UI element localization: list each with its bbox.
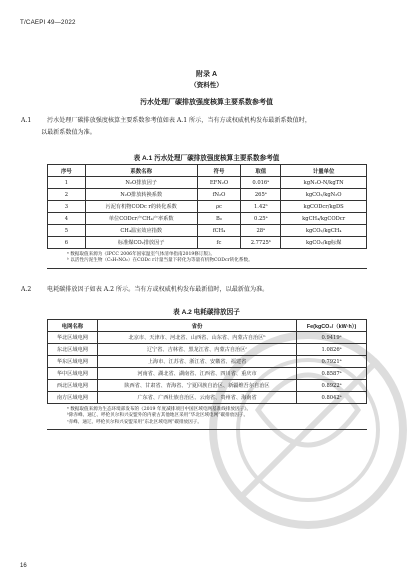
table1-notes (67, 252, 253, 265)
table-row (48, 380, 367, 392)
table-cell: 标准煤CO₂排放因子 (85, 237, 197, 249)
table-cell: EFN₂O (197, 177, 241, 189)
column-header: 序号 (48, 165, 86, 177)
table1-header-row (48, 165, 367, 177)
table-cell: 陕西省、甘肃省、青海省、宁夏回族自治区、新疆维吾尔自治区 (97, 380, 296, 392)
table-cell: 1.42ᵇ (241, 201, 281, 213)
table-cell: 0.016ᵃ (241, 177, 281, 189)
table-cell: kgCO₂/kgN₂O (281, 189, 367, 201)
annex-title: 污水处理厂碳排放强度核算主要系数参考值 (140, 99, 273, 106)
column-header: 符号 (197, 165, 241, 177)
table-row (48, 392, 367, 404)
section-text-cont: 以最新系数值为准。 (41, 128, 96, 136)
table-note: ᶜ赤峰、通辽、呼伦贝尔和兴安盟采用“东北区域电网”碳排放因子。 (67, 419, 202, 425)
table1-title: 表 A.1 污水处理厂碳排放强度核算主要系数参考值 (133, 155, 280, 162)
table-cell: N₂O排放因子 (85, 177, 197, 189)
table-cell: 东北区域电网 (48, 344, 98, 356)
table-cell: 0.7921ᵃ (297, 356, 367, 368)
table-cell: fN₂O (197, 189, 241, 201)
table-row (48, 332, 367, 344)
table-cell: 6 (48, 237, 86, 249)
table-cell: CH₄温室效应指数 (85, 225, 197, 237)
table-cell: 28ᵃ (241, 225, 281, 237)
table-cell: 辽宁省、吉林省、黑龙江省、内蒙古自治区ᶜ (97, 344, 296, 356)
table2-header-row (48, 320, 367, 332)
table-note: ᵇ 以活性污泥生物（C₅H₇NO₂）在CODc r计量当量下转化为等量有机物CODcr转化系数。 (67, 258, 253, 264)
table-cell: 广东省、广西壮族自治区、云南省、贵州省、海南省 (97, 392, 296, 404)
standard-code: T/CAEPI 49—2022 (20, 19, 76, 26)
section-text: 电耗碳排放因子如表 A.2 所示。当有方或权威机构发布最新值时，以最新值为准。 (47, 286, 269, 293)
table-cell: 1 (48, 177, 86, 189)
table-cell: 0.9419ᵃ (297, 332, 367, 344)
page-number: 16 (20, 563, 27, 569)
table-note: ᵃ 数据取值来源为《IPCC 2006年国家温室气体清单指南2019修订版》。 (67, 252, 215, 257)
table-cell: ρc (197, 201, 241, 213)
table-cell: kgCO₂/kg标煤 (281, 237, 367, 249)
table-cell: 上海市、江苏省、浙江省、安徽省、福建省 (97, 356, 296, 368)
annex-type: （资料性） (190, 81, 223, 89)
table-note: ᵇ除赤峰、通辽、呼伦贝尔和兴安盟外的内蒙古其他地区采用“华北区域电网”碳排放因子。 (67, 413, 249, 419)
table-row (48, 213, 367, 225)
table-cell: 南方区域电网 (48, 392, 98, 404)
column-header: 省份 (97, 320, 296, 332)
table-row (48, 344, 367, 356)
table-cell: 2 (48, 189, 86, 201)
table-cell: kgCH₄/kgCODcr (281, 213, 367, 225)
table-cell: kgCODcr/kgDS (281, 201, 367, 213)
table-cell: 0.8587ᵃ (297, 368, 367, 380)
table-cell: 西北区域电网 (48, 380, 98, 392)
section-text: 污水处理厂碳排放强度核算主要系数参考值如表 A.1 所示，当有方或权威机构发布最新系数值时， (47, 117, 311, 124)
column-header: 取值 (241, 165, 281, 177)
section-number: A.2 (21, 286, 32, 293)
table-cell: 5 (48, 225, 86, 237)
table-cell: 污泥有机物CODc r的转化系数 (85, 201, 197, 213)
table-cell: fCH₄ (197, 225, 241, 237)
table-cell: 2.7725ᵇ (241, 237, 281, 249)
table-cell: kgN₂O-N/kgTN (281, 177, 367, 189)
table-cell: 单位CODcr产CH₄产率系数 (85, 213, 197, 225)
table-cell: 华北区域电网 (48, 332, 98, 344)
table-cell: 4 (48, 213, 86, 225)
table-cell: 0.8922ᵃ (297, 380, 367, 392)
column-header: 计量单位 (281, 165, 367, 177)
table-cell: fc (197, 237, 241, 249)
table1 (47, 164, 367, 249)
table-cell: 3 (48, 201, 86, 213)
column-header: Fe(kgCO₂/（kW·h）) (297, 320, 367, 332)
table-cell: B₀ (197, 213, 241, 225)
table2-notes (67, 407, 251, 426)
table-row (48, 201, 367, 213)
column-header: 电网名称 (48, 320, 98, 332)
table-note: ᵃ 数据取值来源为生态环境部发布的《2019 年度减排项目中国区域电网基准线排放因子》。 (67, 407, 252, 412)
column-header: 系数名称 (85, 165, 197, 177)
table-row (48, 356, 367, 368)
table2-bottom-rule (47, 429, 367, 430)
table2 (47, 319, 367, 404)
table2-title: 表 A.2 电耗碳排放因子 (173, 309, 240, 316)
table-cell: kgCO₂/kgCH₄ (281, 225, 367, 237)
table-cell: 1.0826ᵃ (297, 344, 367, 356)
table-cell: N₂O排放转换系数 (85, 189, 197, 201)
table-row (48, 368, 367, 380)
table-cell: 265ᵃ (241, 189, 281, 201)
table-cell: 华东区域电网 (48, 356, 98, 368)
table-row (48, 225, 367, 237)
table-cell: 北京市、天津市、河北省、山西省、山东省、内蒙古自治区ᵇ (97, 332, 296, 344)
table-cell: 华中区域电网 (48, 368, 98, 380)
table-cell: 0.8042ᵃ (297, 392, 367, 404)
table-cell: 河南省、湖北省、湖南省、江西省、四川省、重庆市 (97, 368, 296, 380)
table-row (48, 237, 367, 249)
table1-bottom-rule (47, 268, 367, 269)
annex-label: 附录 A (196, 71, 217, 78)
table-row (48, 177, 367, 189)
table-cell: 0.25ᵃ (241, 213, 281, 225)
table-row (48, 189, 367, 201)
section-a1 (21, 115, 373, 138)
section-a2 (21, 284, 373, 296)
section-number: A.1 (21, 117, 32, 124)
